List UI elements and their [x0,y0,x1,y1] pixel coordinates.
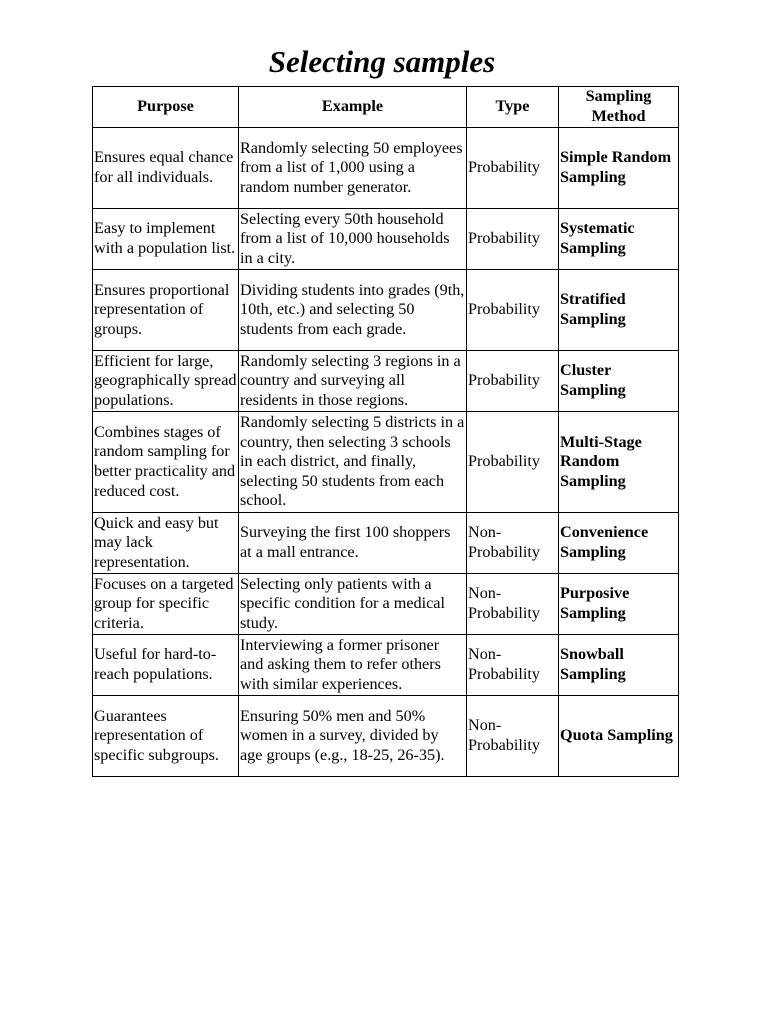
table-row [93,513,679,574]
table-row [93,351,679,412]
type-cell: Probability [467,412,559,513]
table-row [93,209,679,270]
table-row [93,270,679,351]
example-cell: Surveying the first 100 shoppers at a mall entrance. [239,513,467,574]
type-cell: Non-Probability [467,574,559,635]
header-type: Type [467,87,559,128]
method-cell: Purposive Sampling [559,574,679,635]
page-title: Selecting samples [268,44,496,79]
type-cell: Probability [467,351,559,412]
example-cell: Selecting every 50th household from a list of 10,000 households in a city. [239,209,467,270]
type-cell: Non-Probability [467,513,559,574]
header-purpose: Purpose [93,87,239,128]
type-cell: Non-Probability [467,635,559,696]
example-cell: Interviewing a former prisoner and asking them to refer others with similar experiences. [239,635,467,696]
table-row [93,412,679,513]
type-cell: Non-Probability [467,696,559,777]
header-example: Example [239,87,467,128]
example-cell: Dividing students into grades (9th, 10th, etc.) and selecting 50 students from each grade. [239,270,467,351]
method-cell: Cluster Sampling [559,351,679,412]
purpose-cell: Ensures equal chance for all individuals. [93,128,239,209]
type-cell: Probability [467,270,559,351]
type-cell: Probability [467,209,559,270]
table-row [93,635,679,696]
type-cell: Probability [467,128,559,209]
table-row [93,574,679,635]
method-cell: Simple Random Sampling [559,128,679,209]
example-cell: Selecting only patients with a specific condition for a medical study. [239,574,467,635]
method-cell: Systematic Sampling [559,209,679,270]
example-cell: Randomly selecting 50 employees from a list of 1,000 using a random number generator. [239,128,467,209]
purpose-cell: Efficient for large, geographically spread populations. [93,351,239,412]
example-cell: Ensuring 50% men and 50% women in a survey, divided by age groups (e.g., 18-25, 26-35). [239,696,467,777]
purpose-cell: Combines stages of random sampling for better practicality and reduced cost. [93,412,239,513]
sampling-methods-table [92,86,679,777]
table-header-row [93,87,679,128]
method-cell: Multi-Stage Random Sampling [559,412,679,513]
table-row [93,128,679,209]
purpose-cell: Ensures proportional representation of groups. [93,270,239,351]
purpose-cell: Focuses on a targeted group for specific criteria. [93,574,239,635]
purpose-cell: Guarantees representation of specific subgroups. [93,696,239,777]
example-cell: Randomly selecting 3 regions in a country and surveying all residents in those regions. [239,351,467,412]
example-cell: Randomly selecting 5 districts in a country, then selecting 3 schools in each district, and finally, selecting 50 students from each school. [239,412,467,513]
method-cell: Convenience Sampling [559,513,679,574]
table-row [93,696,679,777]
purpose-cell: Easy to implement with a population list. [93,209,239,270]
purpose-cell: Quick and easy but may lack representation. [93,513,239,574]
method-cell: Quota Sampling [559,696,679,777]
purpose-cell: Useful for hard-to-reach populations. [93,635,239,696]
header-sampling-method: Sampling Method [559,87,679,128]
method-cell: Snowball Sampling [559,635,679,696]
method-cell: Stratified Sampling [559,270,679,351]
